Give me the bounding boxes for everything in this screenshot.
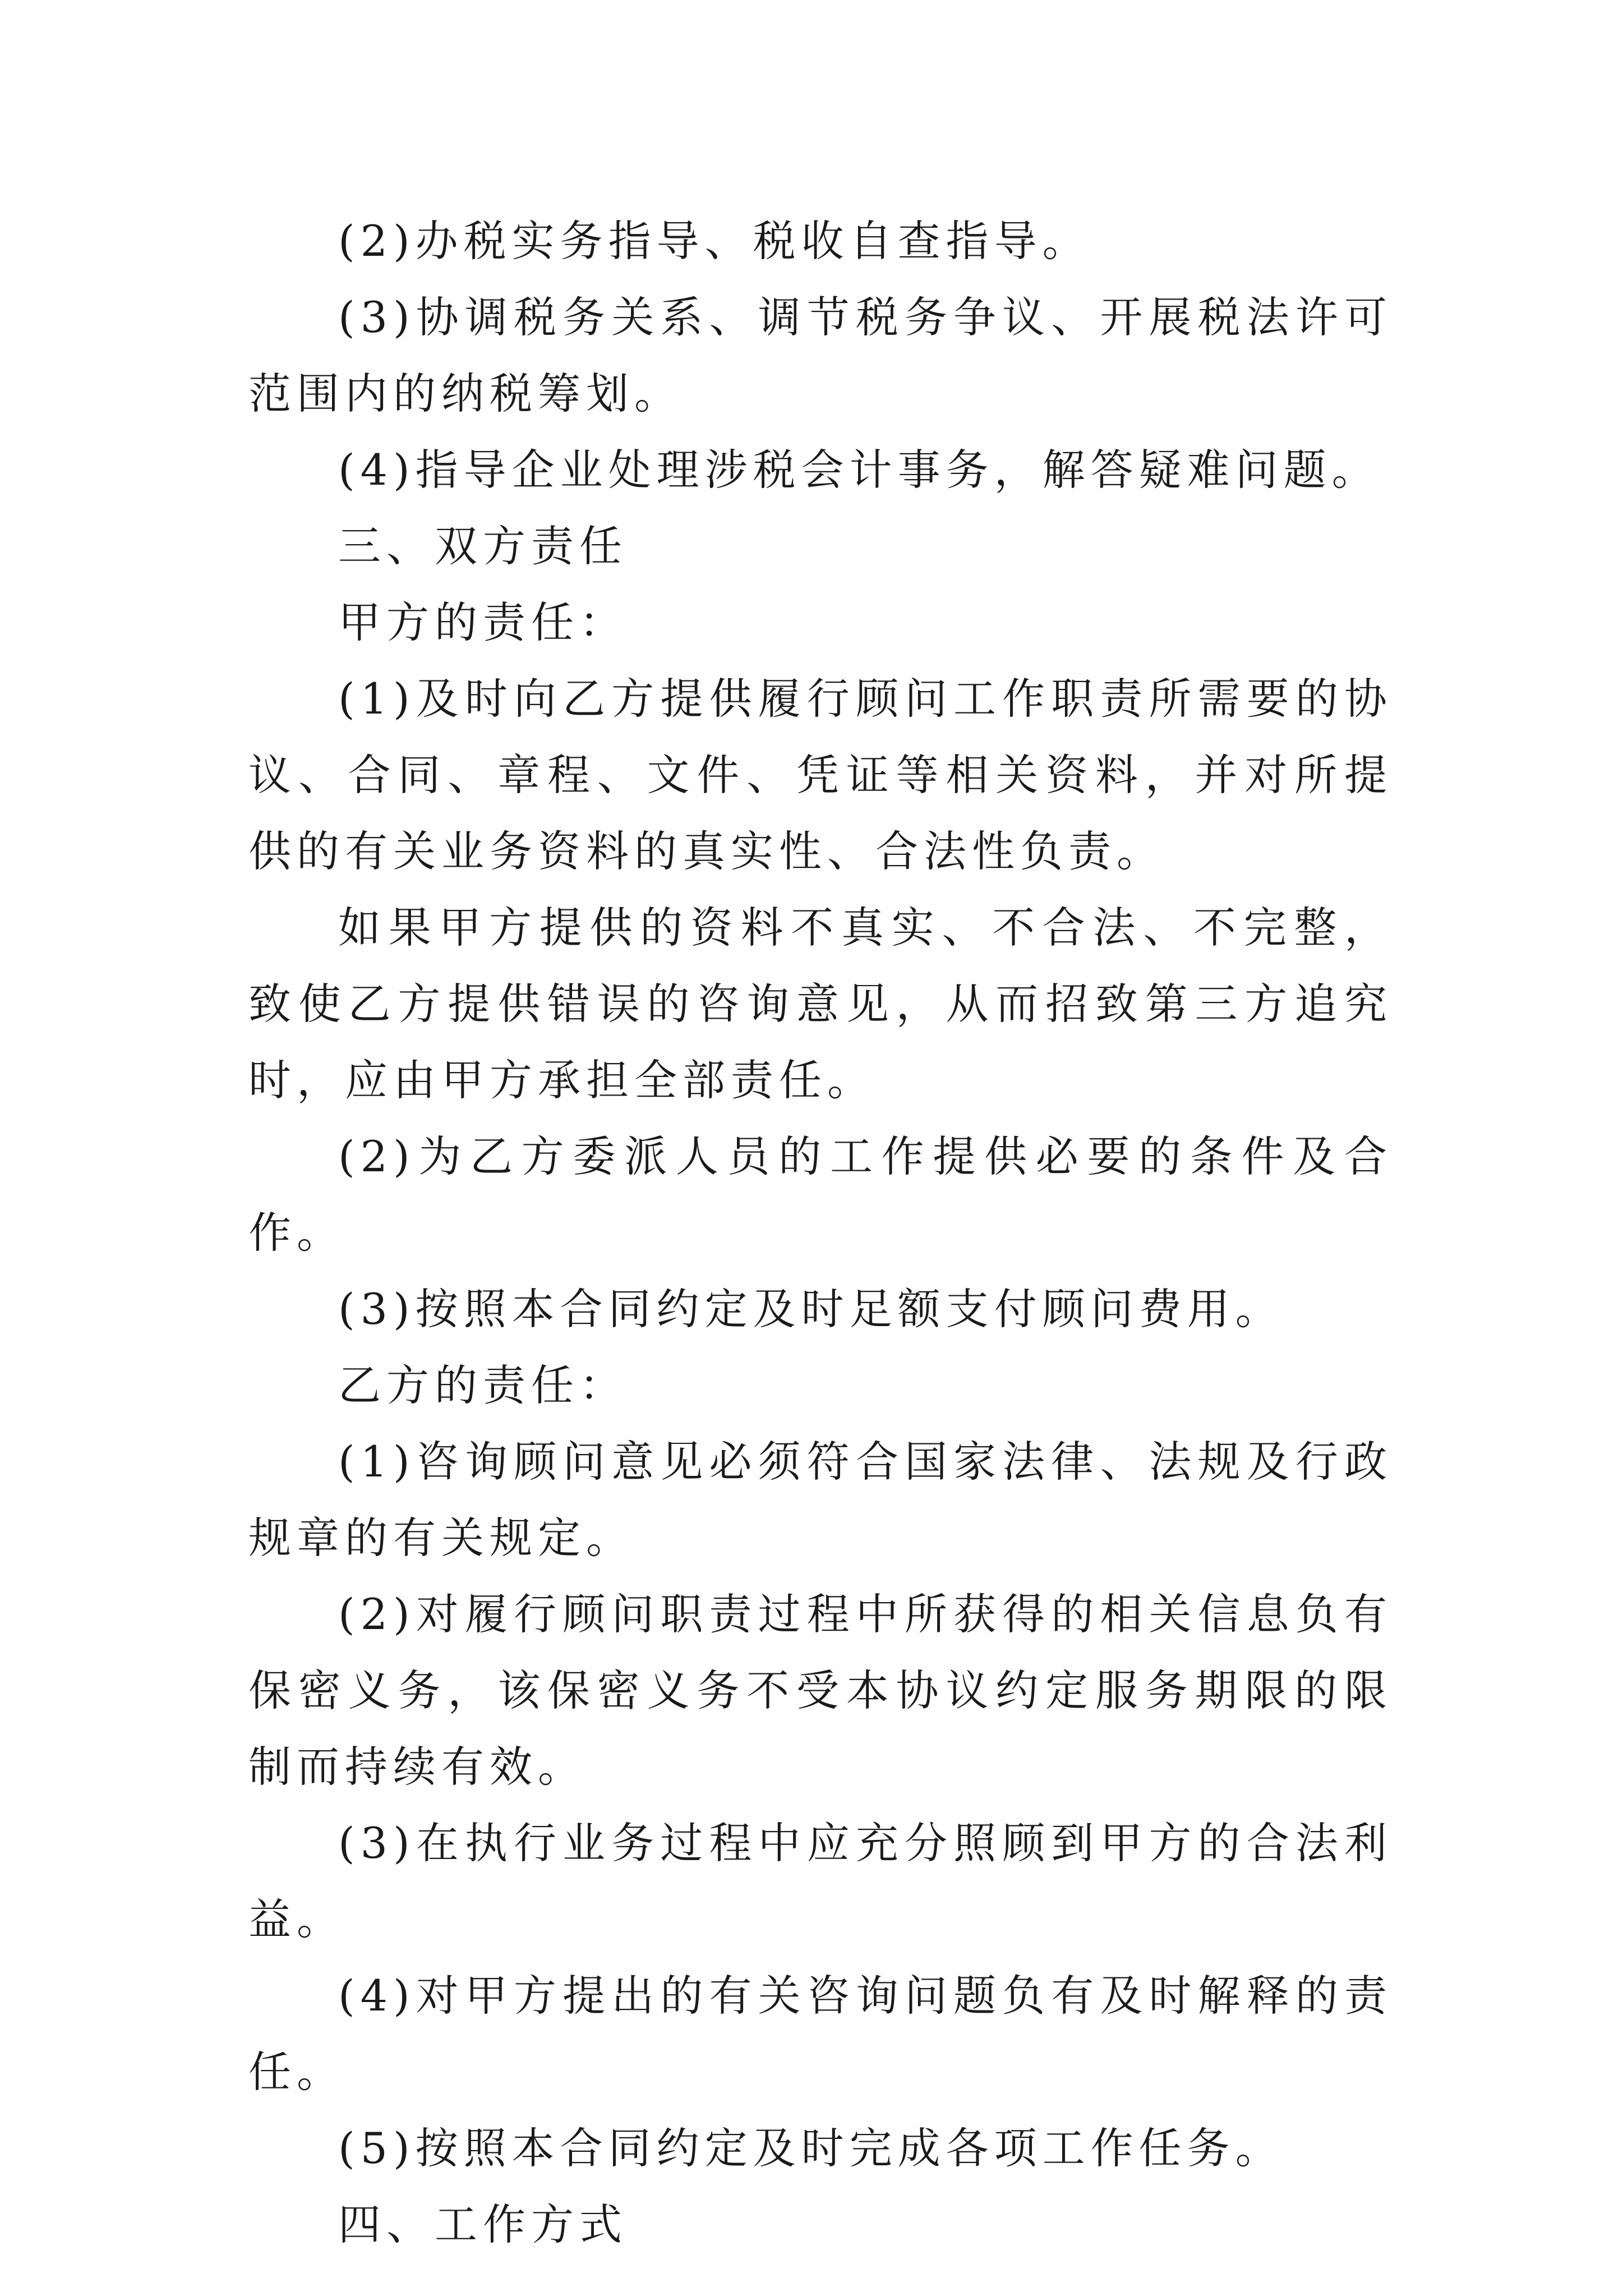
paragraph-party-b-item-4: (4)对甲方提出的有关咨询问题负有及时解释的责任。 (248, 1971, 1393, 2097)
section-heading-work-method: 四、工作方式 (338, 2200, 628, 2249)
subheading-party-b: 乙方的责任： (338, 1360, 628, 1410)
section-heading-responsibilities: 三、双方责任 (338, 521, 628, 571)
paragraph-party-a-item-3: (3)按照本合同约定及时足额支付顾问费用。 (338, 1284, 1284, 1334)
paragraph-party-a-item-2: (2)为乙方委派人员的工作提供必要的条件及合作。 (248, 1131, 1393, 1258)
paragraph-party-b-item-5: (5)按照本合同约定及时完成各项工作任务。 (338, 2123, 1284, 2173)
paragraph-service-item-2: (2)办税实务指导、税收自查指导。 (338, 216, 1091, 266)
paragraph-party-a-liability: 如果甲方提供的资料不真实、不合法、不完整，致使乙方提供错误的咨询意见，从而招致第三方追究时，应由甲方承担全部责任。 (248, 903, 1393, 1105)
paragraph-party-b-item-2: (2)对履行顾问职责过程中所获得的相关信息负有保密义务，该保密义务不受本协议约定服务期限的限制而持续有效。 (248, 1589, 1393, 1792)
paragraph-party-b-item-1: (1)咨询顾问意见必须符合国家法律、法规及行政规章的有关规定。 (248, 1437, 1393, 1563)
paragraph-party-b-item-3: (3)在执行业务过程中应充分照顾到甲方的合法利益。 (248, 1818, 1393, 1944)
paragraph-service-item-4: (4)指导企业处理涉税会计事务，解答疑难问题。 (338, 445, 1380, 495)
document-body (248, 203, 1393, 2263)
paragraph-service-item-3: (3)协调税务关系、调节税务争议、开展税法许可范围内的纳税筹划。 (248, 292, 1393, 418)
subheading-party-a: 甲方的责任： (338, 597, 628, 647)
paragraph-party-a-item-1: (1)及时向乙方提供履行顾问工作职责所需要的协议、合同、章程、文件、凭证等相关资料，并对所提供的有关业务资料的真实性、合法性负责。 (248, 674, 1393, 876)
